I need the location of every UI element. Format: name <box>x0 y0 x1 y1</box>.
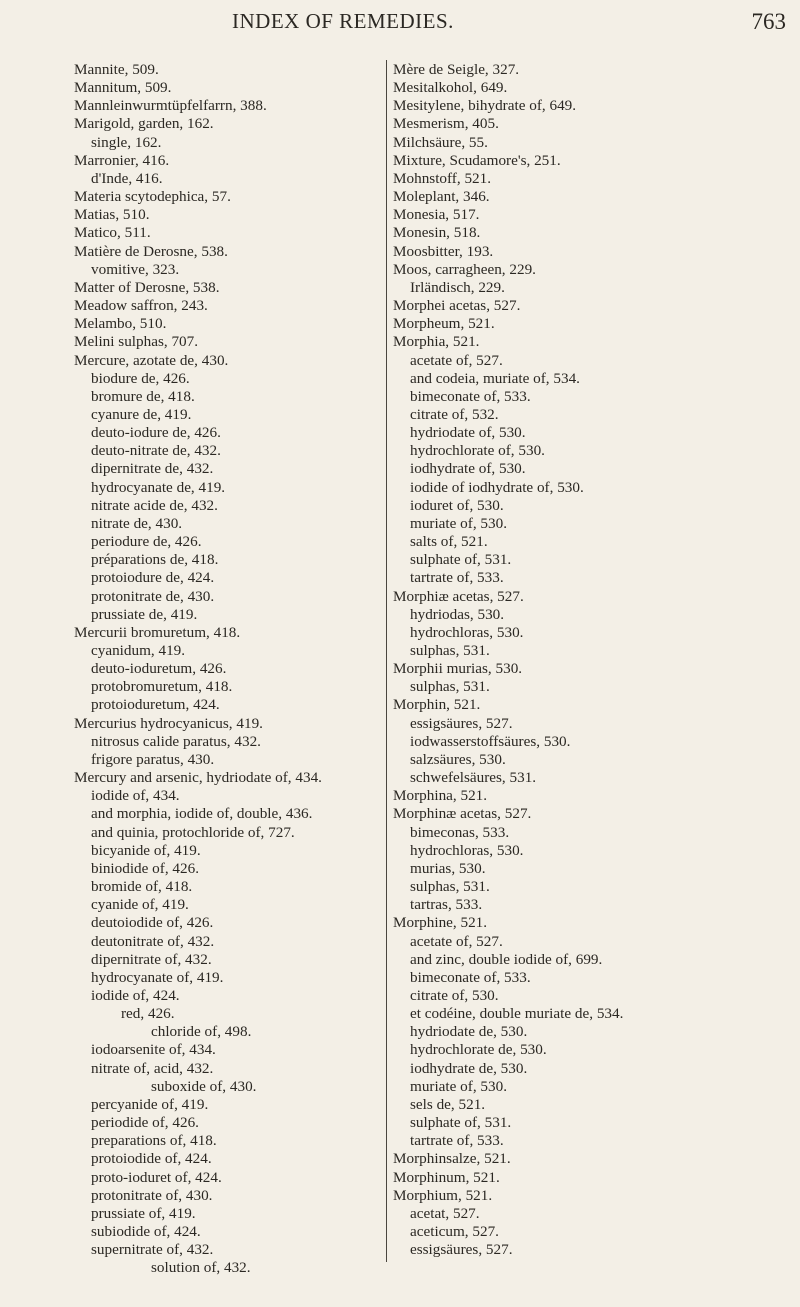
index-entry: Mercury and arsenic, hydriodate of, 434. <box>74 769 322 787</box>
index-subentry: tartrate of, 533. <box>410 569 504 587</box>
index-subentry: solution of, 432. <box>151 1259 251 1277</box>
index-subentry: acetate of, 527. <box>410 351 503 369</box>
index-subentry: hydrochlorate de, 530. <box>410 1041 547 1059</box>
index-subentry: et codéine, double muriate de, 534. <box>410 1005 624 1023</box>
index-subentry: schwefelsäures, 531. <box>410 769 537 787</box>
running-title: INDEX OF REMEDIES. <box>232 9 454 33</box>
index-entry: Mannleinwurmtüpfelfarrn, 388. <box>74 97 267 115</box>
index-entry: Moosbitter, 193. <box>393 242 494 260</box>
index-subentry: prussiate de, 419. <box>91 605 198 623</box>
index-subentry: citrate of, 530. <box>410 986 499 1004</box>
index-entry: Moleplant, 346. <box>393 188 490 206</box>
index-subentry: ioduret of, 530. <box>410 496 504 514</box>
page-number: 763 <box>751 9 786 34</box>
index-subentry: citrate of, 532. <box>410 405 499 423</box>
index-subentry: red, 426. <box>121 1005 175 1023</box>
index-subentry: nitrate of, acid, 432. <box>91 1059 214 1077</box>
index-subentry: aceticum, 527. <box>410 1223 499 1240</box>
index-entry: Monesin, 518. <box>393 224 481 242</box>
index-subentry: percyanide of, 419. <box>91 1095 209 1113</box>
index-entry: Morpheum, 521. <box>393 315 495 333</box>
index-subentry: iodide of, 434. <box>91 787 180 805</box>
index-subentry: and codeia, muriate of, 534. <box>410 369 580 387</box>
index-subentry: iodwasserstoffsäures, 530. <box>410 732 571 750</box>
index-subentry: bimeconate of, 533. <box>410 387 531 405</box>
index-entry: Mesitylene, bihydrate of, 649. <box>393 97 577 115</box>
index-entry: Milchsäure, 55. <box>393 133 488 151</box>
index-subentry: iodide of iodhydrate of, 530. <box>410 478 584 496</box>
index-subentry: single, 162. <box>91 133 162 151</box>
index-subentry: and morphia, iodide of, double, 436. <box>91 805 313 823</box>
index-subentry: sulphate of, 531. <box>410 1114 512 1132</box>
index-subentry: muriate of, 530. <box>410 514 508 532</box>
index-subentry: protoiodure de, 424. <box>91 569 215 587</box>
index-subentry: vomitive, 323. <box>91 260 180 278</box>
index-entry: Matière de Derosne, 538. <box>74 242 228 260</box>
index-subentry: sulphas, 531. <box>410 678 490 696</box>
index-subentry: periodure de, 426. <box>91 533 202 551</box>
index-entry: Mercurii bromuretum, 418. <box>74 623 241 641</box>
index-entry: Morphia, 521. <box>393 333 480 351</box>
index-subentry: iodhydrate de, 530. <box>410 1059 528 1077</box>
index-subentry: tartrate of, 533. <box>410 1132 504 1150</box>
index-entry: Morphinæ acetas, 527. <box>393 805 532 823</box>
index-entry: Morphinsalze, 521. <box>393 1150 511 1168</box>
index-subentry: hydriodate de, 530. <box>410 1023 528 1041</box>
index-subentry: supernitrate of, 432. <box>91 1241 214 1259</box>
index-entry: Morphei acetas, 527. <box>393 297 521 315</box>
index-subentry: essigsäures, 527. <box>410 714 513 732</box>
index-entry: Mesmerism, 405. <box>393 115 499 133</box>
index-subentry: préparations de, 418. <box>91 551 219 569</box>
index-entry: Melambo, 510. <box>74 315 167 333</box>
index-subentry: periodide of, 426. <box>91 1114 199 1132</box>
index-entry: Mannite, 509. <box>74 61 159 78</box>
index-subentry: preparations of, 418. <box>91 1132 217 1150</box>
index-entry: Mannitum, 509. <box>74 79 172 97</box>
index-subentry: hydriodas, 530. <box>410 605 505 623</box>
index-entry: Monesia, 517. <box>393 206 480 224</box>
index-subentry: protonitrate de, 430. <box>91 587 215 605</box>
index-subentry: bimeconate of, 533. <box>410 968 531 986</box>
index-subentry: dipernitrate of, 432. <box>91 950 212 968</box>
index-entry: Matico, 511. <box>74 224 151 242</box>
index-subentry: tartras, 533. <box>410 896 483 914</box>
index-entry: Morphium, 521. <box>393 1186 493 1204</box>
index-subentry: hydrochlorate of, 530. <box>410 442 545 460</box>
index-subentry: prussiate of, 419. <box>91 1204 196 1222</box>
index-entry: Matter of Derosne, 538. <box>74 278 220 296</box>
index-subentry: cyanide of, 419. <box>91 896 189 914</box>
index-entry: Meadow saffron, 243. <box>74 297 208 315</box>
index-subentry: and zinc, double iodide of, 699. <box>410 950 603 968</box>
index-subentry: salzsäures, 530. <box>410 750 506 768</box>
index-subentry: deuto-nitrate de, 432. <box>91 442 221 460</box>
index-entry: Mesitalkohol, 649. <box>393 79 508 97</box>
index-entry: Moos, carragheen, 229. <box>393 260 536 278</box>
index-subentry: subiodide of, 424. <box>91 1223 201 1240</box>
index-subentry: nitrate de, 430. <box>91 514 183 532</box>
index-subentry: suboxide of, 430. <box>151 1077 257 1095</box>
index-subentry: cyanidum, 419. <box>91 642 186 659</box>
index-subentry: cyanure de, 419. <box>91 405 192 423</box>
index-entry: Morphin, 521. <box>393 696 481 714</box>
index-entry: Mère de Seigle, 327. <box>393 61 520 78</box>
index-subentry: iodhydrate of, 530. <box>410 460 526 478</box>
index-subentry: bimeconas, 533. <box>410 823 510 841</box>
index-subentry: essigsäures, 527. <box>410 1241 513 1259</box>
index-entry: Mercure, azotate de, 430. <box>74 351 229 369</box>
index-subentry: protoioduretum, 424. <box>91 696 220 714</box>
index-subentry: Irländisch, 229. <box>410 278 505 296</box>
index-subentry: nitrosus calide paratus, 432. <box>91 732 261 750</box>
index-subentry: protoiodide of, 424. <box>91 1150 212 1168</box>
index-entry: Matias, 510. <box>74 206 150 224</box>
index-entry: Mohnstoff, 521. <box>393 169 492 187</box>
index-subentry: acetat, 527. <box>410 1204 480 1222</box>
column-divider <box>386 60 387 1262</box>
index-entry: Mixture, Scudamore's, 251. <box>393 151 561 169</box>
index-entry: Mercurius hydrocyanicus, 419. <box>74 714 263 732</box>
index-subentry: salts of, 521. <box>410 533 488 551</box>
index-column-left <box>74 61 394 1277</box>
index-column-right <box>393 61 793 1259</box>
index-entry: Melini sulphas, 707. <box>74 333 199 351</box>
index-subentry: proto-ioduret of, 424. <box>91 1168 222 1186</box>
index-subentry: frigore paratus, 430. <box>91 750 215 768</box>
index-subentry: bromure de, 418. <box>91 387 195 405</box>
index-entry: Morphina, 521. <box>393 787 488 805</box>
index-subentry: hydrocyanate of, 419. <box>91 968 224 986</box>
index-subentry: muriate of, 530. <box>410 1077 508 1095</box>
index-subentry: deutoiodide of, 426. <box>91 914 214 932</box>
index-subentry: dipernitrate de, 432. <box>91 460 214 478</box>
index-subentry: iodoarsenite of, 434. <box>91 1041 216 1059</box>
index-subentry: protonitrate of, 430. <box>91 1186 213 1204</box>
index-subentry: nitrate acide de, 432. <box>91 496 218 514</box>
index-subentry: and quinia, protochloride of, 727. <box>91 823 295 841</box>
index-entry: Morphinum, 521. <box>393 1168 500 1186</box>
index-subentry: bicyanide of, 419. <box>91 841 201 859</box>
index-entry: Morphii murias, 530. <box>393 660 523 678</box>
index-subentry: sulphas, 531. <box>410 642 490 659</box>
index-subentry: biniodide of, 426. <box>91 859 199 877</box>
index-subentry: chloride of, 498. <box>151 1023 252 1041</box>
index-entry: Marigold, garden, 162. <box>74 115 214 133</box>
index-entry: Morphine, 521. <box>393 914 488 932</box>
index-subentry: murias, 530. <box>410 859 486 877</box>
index-subentry: d'Inde, 416. <box>91 169 163 187</box>
index-subentry: sulphas, 531. <box>410 878 490 896</box>
index-subentry: hydrochloras, 530. <box>410 841 524 859</box>
index-subentry: bromide of, 418. <box>91 878 193 896</box>
index-subentry: biodure de, 426. <box>91 369 190 387</box>
index-subentry: hydriodate of, 530. <box>410 424 526 442</box>
index-subentry: sulphate of, 531. <box>410 551 512 569</box>
index-subentry: protobromuretum, 418. <box>91 678 233 696</box>
index-subentry: deuto-iodure de, 426. <box>91 424 221 442</box>
page-header <box>0 0 800 60</box>
index-entry: Morphiæ acetas, 527. <box>393 587 524 605</box>
index-subentry: iodide of, 424. <box>91 986 180 1004</box>
index-subentry: sels de, 521. <box>410 1095 486 1113</box>
index-entry: Materia scytodephica, 57. <box>74 188 231 206</box>
index-subentry: deutonitrate of, 432. <box>91 932 215 950</box>
index-subentry: hydrocyanate de, 419. <box>91 478 226 496</box>
index-entry: Marronier, 416. <box>74 151 170 169</box>
index-subentry: hydrochloras, 530. <box>410 623 524 641</box>
index-subentry: deuto-ioduretum, 426. <box>91 660 227 678</box>
index-subentry: acetate of, 527. <box>410 932 503 950</box>
